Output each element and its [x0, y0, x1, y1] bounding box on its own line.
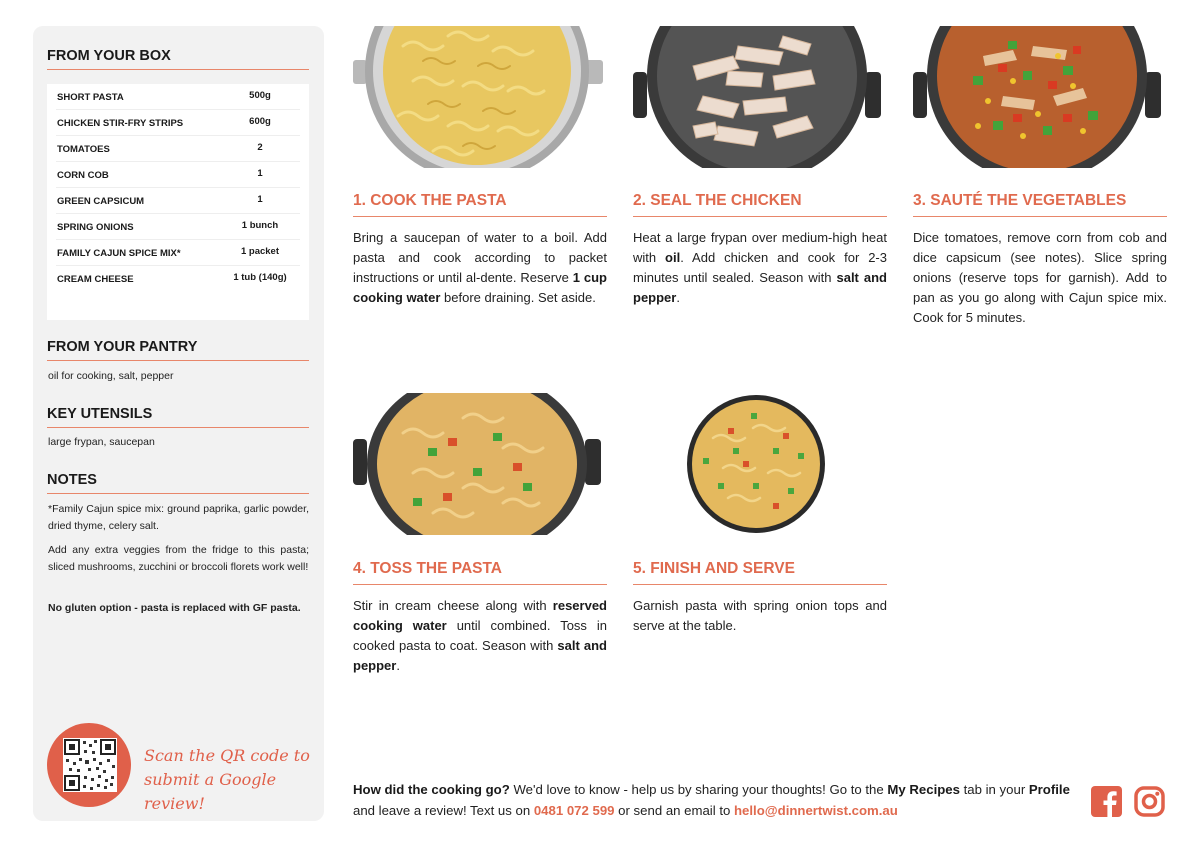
step-1-text: [353, 228, 607, 308]
ingredient-name: FAMILY CAJUN SPICE MIX*: [57, 248, 181, 259]
text-run: oil: [665, 250, 681, 265]
ingredient-name: CORN COB: [57, 170, 109, 181]
ingredient-name: SPRING ONIONS: [57, 222, 134, 233]
note-spice-mix: *Family Cajun spice mix: ground paprika, garlic powder, dried thyme, celery salt.: [48, 503, 309, 532]
text-run: tab in your: [959, 782, 1029, 797]
text-run: salt and pepper: [353, 638, 607, 673]
text-run: .: [396, 658, 400, 673]
ingredient-qty: 1: [257, 194, 263, 205]
pantry-list: oil for cooking, salt, pepper: [48, 370, 174, 382]
ingredient-qty: 2: [257, 142, 263, 153]
from-your-box-heading: FROM YOUR BOX: [47, 48, 309, 70]
step-3-title: 3. SAUTÉ THE VEGETABLES: [913, 192, 1167, 217]
step-2-photo: [633, 26, 887, 168]
step-5-photo: [633, 393, 887, 535]
text-run: My Recipes: [887, 782, 960, 797]
step-1-photo: [353, 26, 607, 168]
text-run: salt and pepper: [633, 270, 887, 305]
from-your-pantry-heading: FROM YOUR PANTRY: [47, 339, 309, 361]
text-run: and leave a review! Text us on: [353, 803, 534, 818]
text-run: reserved cooking water: [353, 598, 607, 633]
qr-badge[interactable]: [47, 723, 131, 807]
ingredients-table: [47, 84, 309, 320]
step-4-photo: [353, 393, 607, 535]
step-1-title: 1. COOK THE PASTA: [353, 192, 607, 217]
ingredient-qty: 600g: [249, 116, 271, 127]
qr-review-prompt: Scan the QR code to submit a Google review!: [144, 746, 310, 813]
step-4-title: 4. TOSS THE PASTA: [353, 560, 607, 585]
ingredient-row: [56, 84, 300, 110]
ingredient-qty: 500g: [249, 90, 271, 101]
note-extra-veggies: Add any extra veggies from the fridge to this pasta; sliced mushrooms, zucchini or broccoli florets work well!: [48, 544, 309, 573]
sidebar: [33, 26, 324, 821]
ingredient-row: [56, 188, 300, 214]
ingredient-name: TOMATOES: [57, 144, 110, 155]
contact-link[interactable]: 0481 072 599: [533, 803, 615, 818]
text-run: Dice tomatoes, remove corn from cob and dice capsicum (see notes). Slice spring onions (reserve tops for garnish). Add to pan as you go along with Cajun spice mix. Cook for 5 minutes.: [913, 230, 1167, 325]
text-run: .: [676, 290, 680, 305]
ingredient-name: CREAM CHEESE: [57, 274, 134, 285]
ingredient-qty: 1 bunch: [241, 220, 279, 231]
contact-link[interactable]: hello@dinnertwist.com.au: [734, 803, 898, 818]
text-run: or send an email to: [614, 803, 734, 818]
notes-heading: NOTES: [47, 472, 309, 494]
ingredient-qty: 1 packet: [240, 246, 280, 257]
ingredient-name: SHORT PASTA: [57, 92, 124, 103]
text-run: Profile: [1028, 782, 1070, 797]
step-5-title: 5. FINISH AND SERVE: [633, 560, 887, 585]
text-run: until combined. Toss in cooked pasta to coat. Season with: [353, 618, 607, 653]
step-3-text: [913, 228, 1167, 328]
text-run: Heat a large frypan over medium-high heat with: [633, 230, 887, 265]
key-utensils-heading: KEY UTENSILS: [47, 406, 309, 428]
text-run: Bring a saucepan of water to a boil. Add pasta and cook according to packet instructions or until al-dente. Reserve: [353, 230, 607, 285]
ingredient-row: [56, 110, 300, 136]
text-run: 1 cup cooking water: [353, 270, 607, 305]
utensils-list: large frypan, saucepan: [48, 436, 155, 448]
step-2-title: 2. SEAL THE CHICKEN: [633, 192, 887, 217]
step-4-text: [353, 596, 607, 676]
note-gluten-free: No gluten option - pasta is replaced with GF pasta.: [48, 602, 301, 614]
step-3-photo: [913, 26, 1167, 168]
ingredient-row: [56, 136, 300, 162]
step-5-text: [633, 596, 887, 636]
ingredient-row: [56, 266, 300, 292]
ingredient-row: [56, 214, 300, 240]
ingredient-qty: 1: [257, 168, 263, 179]
text-run: Stir in cream cheese along with: [353, 598, 553, 613]
ingredient-name: GREEN CAPSICUM: [57, 196, 145, 207]
ingredient-name: CHICKEN STIR-FRY STRIPS: [57, 118, 184, 129]
feedback-footer: [353, 779, 1078, 821]
ingredient-qty: 1 tub (140g): [233, 272, 287, 283]
text-run: . Add chicken and cook for 2-3 minutes until sealed. Season with: [633, 250, 887, 285]
ingredient-row: [56, 240, 300, 266]
text-run: We'd love to know - help us by sharing your thoughts! Go to the: [509, 782, 888, 797]
text-run: before draining. Set aside.: [440, 290, 596, 305]
qr-code: [63, 738, 117, 792]
step-2-text: [633, 228, 887, 308]
text-run: Garnish pasta with spring onion tops and serve at the table.: [633, 598, 887, 633]
instagram-icon[interactable]: [1134, 786, 1165, 817]
ingredient-row: [56, 162, 300, 188]
facebook-icon[interactable]: [1091, 786, 1122, 817]
text-run: How did the cooking go?: [353, 782, 510, 797]
